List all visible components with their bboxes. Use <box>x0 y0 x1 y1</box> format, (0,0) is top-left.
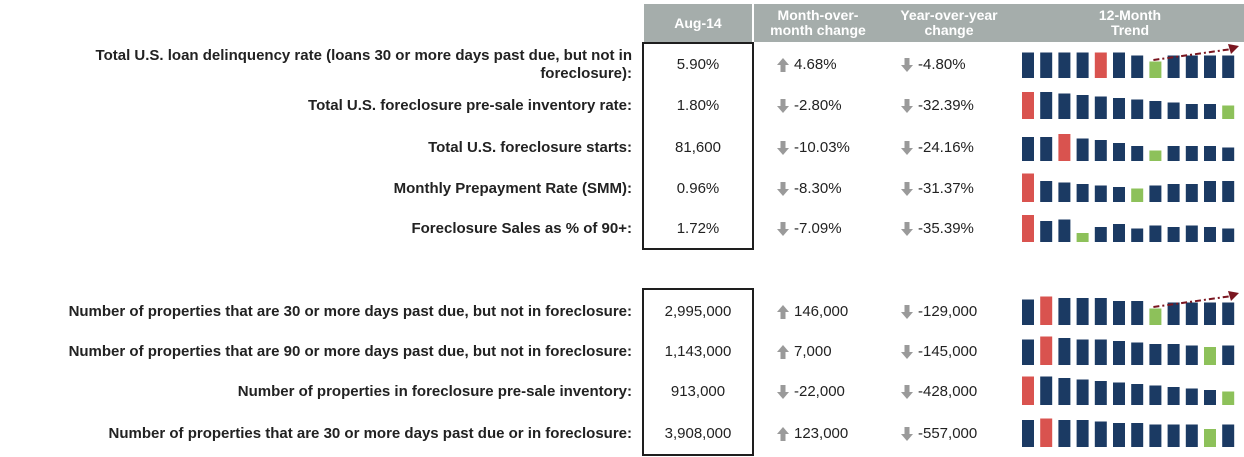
row-yoy-change <box>900 180 974 197</box>
trend-bar <box>1131 100 1143 120</box>
row-label: Foreclosure Sales as % of 90+: <box>411 220 632 237</box>
row-yoy-change <box>900 139 974 156</box>
row-yoy-change <box>900 56 966 73</box>
trend-bar <box>1077 340 1089 366</box>
row-mom-change <box>776 343 832 360</box>
row-mom-change <box>776 139 850 156</box>
down-arrow-shape <box>901 222 913 236</box>
trend-arrow-head <box>1228 44 1239 54</box>
trend-bar <box>1040 137 1052 161</box>
trend-bar <box>1149 309 1161 326</box>
header-value <box>644 4 752 42</box>
trend-bar <box>1222 392 1234 406</box>
trend-bar <box>1022 340 1034 366</box>
down-arrow-shape <box>777 99 789 113</box>
row-value: 1.72% <box>676 220 720 237</box>
row-yoy-change <box>900 97 974 114</box>
trend-bar <box>1040 377 1052 406</box>
trend-bar <box>1040 419 1052 448</box>
down-arrow-icon <box>900 304 914 320</box>
trend-bar <box>1022 377 1034 406</box>
trend-bar <box>1022 420 1034 447</box>
trend-bar <box>1040 92 1052 119</box>
trend-bar <box>1222 56 1234 79</box>
trend-bar <box>1168 56 1180 79</box>
row-value: 5.90% <box>676 56 720 73</box>
trend-bar <box>1204 227 1216 242</box>
mom-value: 123,000 <box>794 425 849 442</box>
trend-bar <box>1113 98 1125 119</box>
trend-bar <box>1058 183 1070 203</box>
down-arrow-shape <box>901 345 913 359</box>
yoy-value: -32.39% <box>918 97 974 114</box>
trend-bar <box>1077 233 1089 242</box>
down-arrow-icon <box>900 140 914 156</box>
trend-bar <box>1058 220 1070 243</box>
header-yoy <box>882 4 1016 42</box>
trend-bar <box>1168 103 1180 120</box>
trend-bar <box>1168 344 1180 365</box>
trend-bar <box>1131 423 1143 447</box>
trend-sparkline <box>1020 47 1240 79</box>
trend-bar <box>1058 53 1070 79</box>
trend-bar <box>1095 97 1107 120</box>
trend-bar <box>1113 143 1125 161</box>
trend-bar <box>1222 181 1234 202</box>
trend-bar <box>1186 184 1198 202</box>
trend-bar <box>1022 174 1034 203</box>
row-value: 81,600 <box>675 139 721 156</box>
trend-bar <box>1186 303 1198 326</box>
trend-bar <box>1131 189 1143 203</box>
row-mom-change <box>776 220 842 237</box>
trend-bar <box>1131 56 1143 79</box>
trend-bar <box>1077 95 1089 119</box>
trend-bar <box>1222 229 1234 243</box>
trend-bar <box>1131 229 1143 243</box>
row-label: Monthly Prepayment Rate (SMM): <box>393 180 632 197</box>
trend-bar <box>1149 186 1161 203</box>
down-arrow-shape <box>901 427 913 441</box>
trend-sparkline <box>1020 374 1240 406</box>
trend-bar <box>1058 94 1070 120</box>
trend-bar <box>1040 297 1052 326</box>
trend-bar <box>1149 151 1161 162</box>
trend-bar <box>1168 227 1180 242</box>
down-arrow-icon <box>900 181 914 197</box>
trend-bar <box>1222 106 1234 120</box>
trend-sparkline <box>1020 211 1240 243</box>
trend-bar <box>1022 300 1034 326</box>
trend-bar <box>1186 425 1198 448</box>
trend-bar <box>1022 92 1034 119</box>
trend-sparkline <box>1020 171 1240 203</box>
trend-bar <box>1058 338 1070 365</box>
row-mom-change <box>776 56 837 73</box>
down-arrow-icon <box>900 221 914 237</box>
trend-sparkline <box>1020 130 1240 162</box>
trend-bar <box>1058 134 1070 161</box>
trend-bar <box>1077 420 1089 447</box>
trend-bar <box>1077 139 1089 162</box>
down-arrow-shape <box>777 385 789 399</box>
yoy-value: -4.80% <box>918 56 966 73</box>
trend-bar <box>1149 386 1161 406</box>
row-mom-change <box>776 303 848 320</box>
row-value: 913,000 <box>670 383 726 400</box>
row-value: 0.96% <box>676 180 720 197</box>
trend-bar <box>1022 215 1034 242</box>
mom-value: 146,000 <box>794 303 849 320</box>
header-mom <box>754 4 882 42</box>
trend-bar <box>1058 298 1070 325</box>
row-label: Number of properties that are 30 or more days past due, but not in foreclosure: <box>68 303 632 320</box>
trend-bar <box>1186 146 1198 161</box>
trend-bar <box>1186 56 1198 79</box>
down-arrow-icon <box>900 426 914 442</box>
down-arrow-shape <box>901 141 913 155</box>
trend-bar <box>1131 301 1143 325</box>
trend-bar <box>1204 146 1216 161</box>
trend-bar <box>1095 298 1107 325</box>
trend-bar <box>1040 53 1052 79</box>
trend-bar <box>1095 227 1107 242</box>
trend-sparkline <box>1020 294 1240 326</box>
down-arrow-shape <box>777 141 789 155</box>
down-arrow-icon <box>776 384 790 400</box>
down-arrow-shape <box>901 58 913 72</box>
trend-bar <box>1149 62 1161 79</box>
up-arrow-icon <box>776 344 790 360</box>
down-arrow-shape <box>901 305 913 319</box>
trend-sparkline <box>1020 416 1240 448</box>
header-yoy-label: Year-over-year change <box>900 7 998 38</box>
trend-bar <box>1095 53 1107 79</box>
row-mom-change <box>776 97 842 114</box>
row-yoy-change <box>900 383 977 400</box>
down-arrow-icon <box>900 57 914 73</box>
trend-bar <box>1131 146 1143 161</box>
down-arrow-icon <box>776 181 790 197</box>
yoy-value: -428,000 <box>918 383 978 400</box>
row-mom-change <box>776 180 842 197</box>
yoy-value: -35.39% <box>918 220 974 237</box>
row-yoy-change <box>900 425 977 442</box>
mom-value: -8.30% <box>794 180 842 197</box>
header-trend <box>1016 4 1244 42</box>
trend-bar <box>1040 337 1052 366</box>
row-label: Number of properties in foreclosure pre-sale inventory: <box>237 383 632 400</box>
trend-bar <box>1149 344 1161 365</box>
trend-bar <box>1131 384 1143 405</box>
trend-bar <box>1113 224 1125 242</box>
down-arrow-icon <box>900 98 914 114</box>
mom-value: -2.80% <box>794 97 842 114</box>
trend-bar <box>1149 226 1161 243</box>
row-label: Number of properties that are 90 or more days past due, but not in foreclosure: <box>68 343 632 360</box>
row-label: Total U.S. foreclosure pre-sale inventory rate: <box>308 97 632 114</box>
down-arrow-shape <box>901 182 913 196</box>
down-arrow-shape <box>777 182 789 196</box>
trend-bar <box>1204 429 1216 447</box>
header-mom-label: Month-over-month change <box>770 7 866 38</box>
up-arrow-icon <box>776 426 790 442</box>
row-yoy-change <box>900 343 977 360</box>
trend-bar <box>1149 425 1161 448</box>
trend-bar <box>1204 181 1216 202</box>
trend-bar <box>1022 53 1034 79</box>
trend-bar <box>1113 187 1125 202</box>
trend-bar <box>1222 425 1234 448</box>
trend-bar <box>1204 347 1216 365</box>
trend-bar <box>1077 380 1089 406</box>
trend-bar <box>1040 221 1052 242</box>
trend-sparkline <box>1020 334 1240 366</box>
trend-bar <box>1113 301 1125 325</box>
trend-bar <box>1095 340 1107 366</box>
trend-bar <box>1204 303 1216 326</box>
yoy-value: -145,000 <box>918 343 978 360</box>
up-arrow-shape <box>777 305 789 319</box>
trend-bar <box>1222 148 1234 162</box>
trend-bar <box>1077 298 1089 325</box>
up-arrow-shape <box>777 427 789 441</box>
header-value-label: Aug-14 <box>674 14 722 31</box>
mom-value: -10.03% <box>794 139 850 156</box>
yoy-value: -557,000 <box>918 425 978 442</box>
trend-bar <box>1186 226 1198 243</box>
trend-bar <box>1095 422 1107 448</box>
trend-bar <box>1168 303 1180 326</box>
row-value: 1,143,000 <box>664 343 732 360</box>
trend-arrow-head <box>1228 291 1239 301</box>
trend-bar <box>1168 425 1180 448</box>
trend-bar <box>1168 387 1180 405</box>
trend-bar <box>1204 104 1216 119</box>
trend-bar <box>1040 181 1052 202</box>
trend-sparkline <box>1020 88 1240 120</box>
row-yoy-change <box>900 220 974 237</box>
trend-bar <box>1077 184 1089 202</box>
down-arrow-icon <box>776 140 790 156</box>
up-arrow-icon <box>776 57 790 73</box>
row-mom-change <box>776 425 848 442</box>
trend-bar <box>1022 137 1034 161</box>
trend-bar <box>1113 53 1125 79</box>
up-arrow-shape <box>777 345 789 359</box>
down-arrow-shape <box>901 99 913 113</box>
mom-value: 7,000 <box>794 343 832 360</box>
trend-bar <box>1186 346 1198 366</box>
row-value: 2,995,000 <box>664 303 732 320</box>
header-trend-label: 12-Month Trend <box>1098 7 1162 38</box>
down-arrow-icon <box>900 344 914 360</box>
trend-bar <box>1113 383 1125 406</box>
trend-bar <box>1186 104 1198 119</box>
trend-bar <box>1077 53 1089 79</box>
up-arrow-shape <box>777 58 789 72</box>
row-label: Number of properties that are 30 or more days past due or in foreclosure: <box>108 425 632 442</box>
trend-bar <box>1095 186 1107 203</box>
down-arrow-icon <box>776 98 790 114</box>
row-yoy-change <box>900 303 977 320</box>
trend-bar <box>1149 101 1161 119</box>
row-label: Total U.S. loan delinquency rate (loans 30 or more days past due, but not in foreclosure): <box>95 47 632 82</box>
trend-bar <box>1095 140 1107 161</box>
trend-bar <box>1113 341 1125 365</box>
trend-bar <box>1168 184 1180 202</box>
trend-bar <box>1113 423 1125 447</box>
trend-bar <box>1204 390 1216 405</box>
mom-value: -7.09% <box>794 220 842 237</box>
yoy-value: -31.37% <box>918 180 974 197</box>
trend-bar <box>1058 378 1070 405</box>
mom-value: 4.68% <box>794 56 837 73</box>
down-arrow-icon <box>900 384 914 400</box>
mom-value: -22,000 <box>794 383 845 400</box>
down-arrow-icon <box>776 221 790 237</box>
trend-bar <box>1222 346 1234 366</box>
trend-bar <box>1168 146 1180 161</box>
row-value: 1.80% <box>676 97 720 114</box>
trend-bar <box>1186 389 1198 406</box>
yoy-value: -24.16% <box>918 139 974 156</box>
down-arrow-shape <box>777 222 789 236</box>
row-value: 3,908,000 <box>664 425 732 442</box>
trend-bar <box>1131 343 1143 366</box>
trend-bar <box>1222 303 1234 326</box>
row-label: Total U.S. foreclosure starts: <box>428 139 632 156</box>
yoy-value: -129,000 <box>918 303 978 320</box>
trend-bar <box>1058 420 1070 447</box>
down-arrow-shape <box>901 385 913 399</box>
trend-bar <box>1095 381 1107 405</box>
row-mom-change <box>776 383 845 400</box>
up-arrow-icon <box>776 304 790 320</box>
trend-bar <box>1204 56 1216 79</box>
